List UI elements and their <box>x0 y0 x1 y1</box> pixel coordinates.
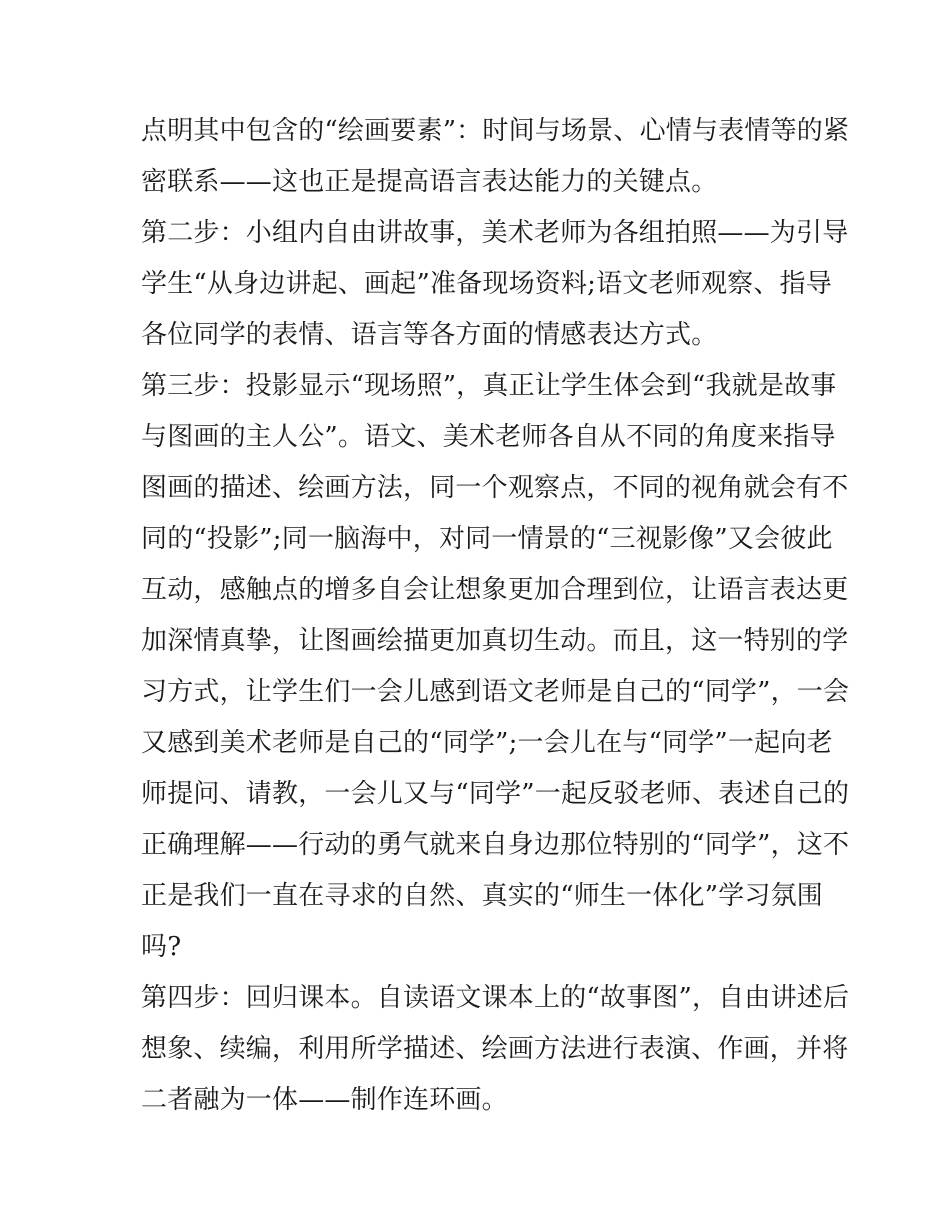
text-line: 各位同学的表情、语言等各方面的情感表达方式。 <box>141 320 718 350</box>
text-line: 学生“从身边讲起、画起”准备现场资料;语文老师观察、指导 <box>141 269 832 299</box>
text-line: 与图画的主人公”。语文、美术老师各自从不同的角度来指导 <box>141 422 836 452</box>
text-line: 二者融为一体——制作连环画。 <box>141 1085 508 1115</box>
text-line: 正确理解——行动的勇气就来自身边那位特别的“同学”，这不 <box>141 830 850 860</box>
text-line: 吗? <box>141 932 182 962</box>
text-line: 第四步：回归课本。自读语文课本上的“故事图”，自由讲述后 <box>141 983 850 1013</box>
text-line: 又感到美术老师是自己的“同学”;一会儿在与“同学”一起向老 <box>141 728 833 758</box>
text-line: 习方式，让学生们一会儿感到语文老师是自己的“同学”，一会 <box>141 677 850 707</box>
text-line: 加深情真挚，让图画绘描更加真切生动。而且，这一特别的学 <box>141 626 849 656</box>
text-line: 第二步：小组内自由讲故事，美术老师为各组拍照——为引导 <box>141 218 849 248</box>
text-line: 同的“投影”;同一脑海中，对同一情景的“三视影像”又会彼此 <box>141 524 833 554</box>
text-line: 点明其中包含的“绘画要素”：时间与场景、心情与表情等的紧 <box>141 116 850 146</box>
text-line: 想象、续编，利用所学描述、绘画方法进行表演、作画，并将 <box>141 1034 849 1064</box>
text-line: 互动，感触点的增多自会让想象更加合理到位，让语言表达更 <box>141 575 849 605</box>
text-line: 师提问、请教，一会儿又与“同学”一起反驳老师、表述自己的 <box>141 779 850 809</box>
text-line: 正是我们一直在寻求的自然、真实的“师生一体化”学习氛围 <box>141 881 823 911</box>
text-line: 第三步：投影显示“现场照”，真正让学生体会到“我就是故事 <box>141 371 837 401</box>
text-line: 密联系——这也正是提高语言表达能力的关键点。 <box>141 167 718 197</box>
text-line: 图画的描述、绘画方法，同一个观察点，不同的视角就会有不 <box>141 473 849 503</box>
document-body <box>141 106 850 1126</box>
